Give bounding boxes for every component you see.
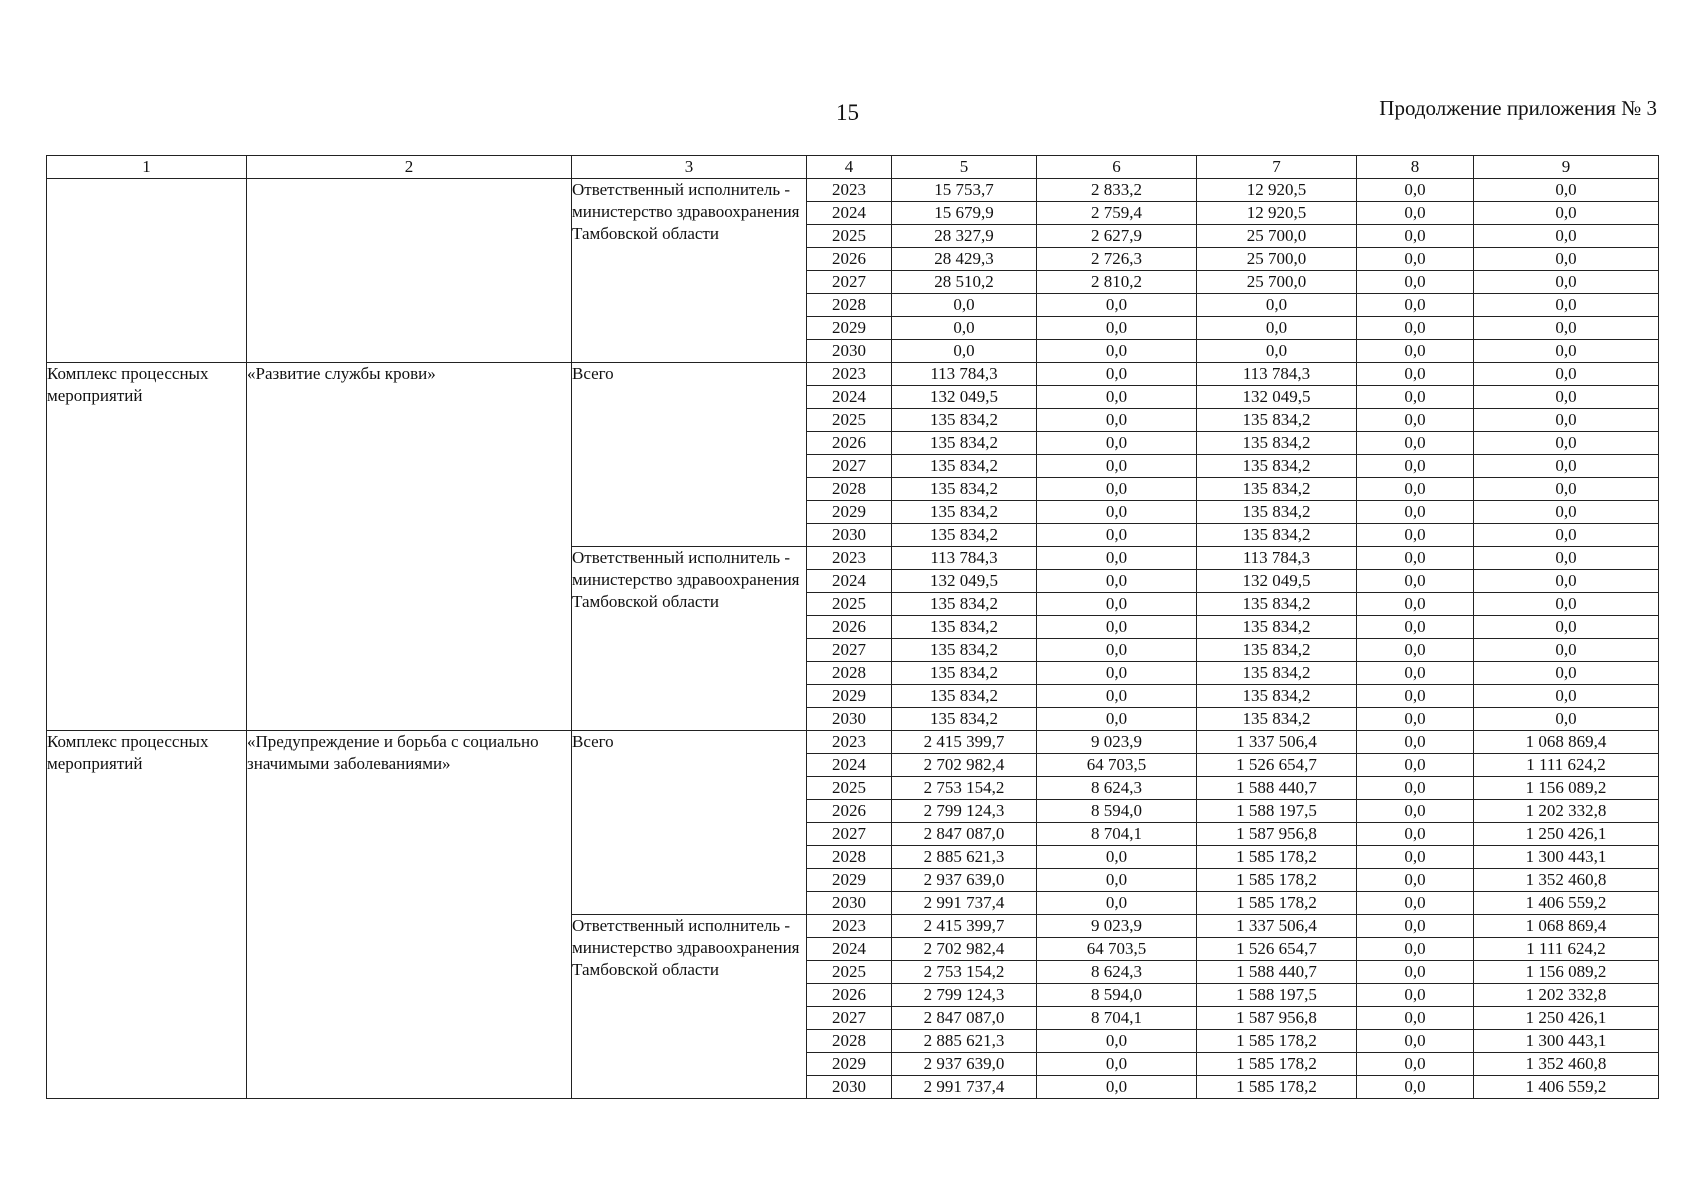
federal-cell: 0,0 [1037, 662, 1197, 685]
year-cell: 2028 [807, 662, 892, 685]
total-cell: 2 847 087,0 [892, 1007, 1037, 1030]
year-cell: 2027 [807, 455, 892, 478]
federal-cell: 8 704,1 [1037, 823, 1197, 846]
total-cell: 135 834,2 [892, 409, 1037, 432]
local-cell: 0,0 [1357, 892, 1474, 915]
regional-cell: 135 834,2 [1197, 432, 1357, 455]
year-cell: 2026 [807, 616, 892, 639]
total-cell: 28 429,3 [892, 248, 1037, 271]
regional-cell: 1 587 956,8 [1197, 823, 1357, 846]
header-cell: 8 [1357, 156, 1474, 179]
year-cell: 2029 [807, 1053, 892, 1076]
extrabudget-cell: 0,0 [1474, 225, 1659, 248]
total-cell: 15 679,9 [892, 202, 1037, 225]
regional-cell: 0,0 [1197, 294, 1357, 317]
local-cell: 0,0 [1357, 938, 1474, 961]
extrabudget-cell: 1 202 332,8 [1474, 984, 1659, 1007]
local-cell: 0,0 [1357, 524, 1474, 547]
federal-cell: 2 627,9 [1037, 225, 1197, 248]
federal-cell: 8 594,0 [1037, 984, 1197, 1007]
extrabudget-cell: 1 250 426,1 [1474, 823, 1659, 846]
extrabudget-cell: 0,0 [1474, 340, 1659, 363]
year-cell: 2024 [807, 938, 892, 961]
total-cell: 2 415 399,7 [892, 915, 1037, 938]
federal-cell: 0,0 [1037, 340, 1197, 363]
year-cell: 2024 [807, 754, 892, 777]
regional-cell: 113 784,3 [1197, 363, 1357, 386]
header-cell: 2 [247, 156, 572, 179]
extrabudget-cell: 0,0 [1474, 363, 1659, 386]
table-body [47, 179, 1659, 1099]
regional-cell: 1 337 506,4 [1197, 915, 1357, 938]
extrabudget-cell: 1 068 869,4 [1474, 731, 1659, 754]
header-cell: 4 [807, 156, 892, 179]
year-cell: 2030 [807, 708, 892, 731]
section-label-cell: Всего [572, 731, 807, 915]
federal-cell: 0,0 [1037, 294, 1197, 317]
local-cell: 0,0 [1357, 961, 1474, 984]
total-cell: 0,0 [892, 294, 1037, 317]
year-cell: 2024 [807, 386, 892, 409]
federal-cell: 0,0 [1037, 363, 1197, 386]
federal-cell: 0,0 [1037, 570, 1197, 593]
regional-cell: 25 700,0 [1197, 271, 1357, 294]
regional-cell: 1 585 178,2 [1197, 1053, 1357, 1076]
federal-cell: 2 833,2 [1037, 179, 1197, 202]
year-cell: 2030 [807, 1076, 892, 1099]
federal-cell: 0,0 [1037, 1030, 1197, 1053]
total-cell: 135 834,2 [892, 662, 1037, 685]
federal-cell: 9 023,9 [1037, 731, 1197, 754]
extrabudget-cell: 1 352 460,8 [1474, 869, 1659, 892]
year-cell: 2029 [807, 685, 892, 708]
total-cell: 135 834,2 [892, 501, 1037, 524]
federal-cell: 0,0 [1037, 386, 1197, 409]
regional-cell: 12 920,5 [1197, 179, 1357, 202]
federal-cell: 0,0 [1037, 616, 1197, 639]
regional-cell: 1 585 178,2 [1197, 892, 1357, 915]
extrabudget-cell: 1 156 089,2 [1474, 961, 1659, 984]
extrabudget-cell: 0,0 [1474, 501, 1659, 524]
total-cell: 2 847 087,0 [892, 823, 1037, 846]
extrabudget-cell: 0,0 [1474, 593, 1659, 616]
local-cell: 0,0 [1357, 340, 1474, 363]
year-cell: 2027 [807, 823, 892, 846]
total-cell: 15 753,7 [892, 179, 1037, 202]
local-cell: 0,0 [1357, 501, 1474, 524]
table-row [47, 731, 1659, 754]
total-cell: 135 834,2 [892, 616, 1037, 639]
extrabudget-cell: 0,0 [1474, 179, 1659, 202]
local-cell: 0,0 [1357, 179, 1474, 202]
total-cell: 132 049,5 [892, 570, 1037, 593]
extrabudget-cell: 0,0 [1474, 570, 1659, 593]
year-cell: 2028 [807, 478, 892, 501]
extrabudget-cell: 0,0 [1474, 294, 1659, 317]
federal-cell: 8 594,0 [1037, 800, 1197, 823]
total-cell: 135 834,2 [892, 593, 1037, 616]
federal-cell: 0,0 [1037, 593, 1197, 616]
federal-cell: 0,0 [1037, 639, 1197, 662]
year-cell: 2028 [807, 1030, 892, 1053]
page-number: 15 [836, 100, 859, 125]
extrabudget-cell: 0,0 [1474, 248, 1659, 271]
local-cell: 0,0 [1357, 1053, 1474, 1076]
federal-cell: 8 624,3 [1037, 777, 1197, 800]
year-cell: 2023 [807, 179, 892, 202]
local-cell: 0,0 [1357, 984, 1474, 1007]
year-cell: 2024 [807, 202, 892, 225]
total-cell: 0,0 [892, 317, 1037, 340]
federal-cell: 0,0 [1037, 409, 1197, 432]
extrabudget-cell: 0,0 [1474, 432, 1659, 455]
year-cell: 2029 [807, 869, 892, 892]
year-cell: 2025 [807, 409, 892, 432]
federal-cell: 0,0 [1037, 455, 1197, 478]
regional-cell: 1 526 654,7 [1197, 754, 1357, 777]
total-cell: 2 937 639,0 [892, 1053, 1037, 1076]
table-row [47, 363, 1659, 386]
measure-type-cell: Комплекс процессных мероприятий [47, 731, 247, 1099]
extrabudget-cell: 1 156 089,2 [1474, 777, 1659, 800]
regional-cell: 135 834,2 [1197, 593, 1357, 616]
regional-cell: 135 834,2 [1197, 639, 1357, 662]
total-cell: 2 937 639,0 [892, 869, 1037, 892]
page-caption: Продолжение приложения № 3 [1379, 96, 1657, 120]
extrabudget-cell: 0,0 [1474, 639, 1659, 662]
extrabudget-cell: 0,0 [1474, 478, 1659, 501]
regional-cell: 1 526 654,7 [1197, 938, 1357, 961]
regional-cell: 1 587 956,8 [1197, 1007, 1357, 1030]
total-cell: 113 784,3 [892, 547, 1037, 570]
year-cell: 2024 [807, 570, 892, 593]
regional-cell: 135 834,2 [1197, 501, 1357, 524]
regional-cell: 1 585 178,2 [1197, 869, 1357, 892]
regional-cell: 135 834,2 [1197, 524, 1357, 547]
total-cell: 135 834,2 [892, 455, 1037, 478]
extrabudget-cell: 0,0 [1474, 662, 1659, 685]
year-cell: 2023 [807, 915, 892, 938]
regional-cell: 113 784,3 [1197, 547, 1357, 570]
local-cell: 0,0 [1357, 1030, 1474, 1053]
local-cell: 0,0 [1357, 823, 1474, 846]
local-cell: 0,0 [1357, 317, 1474, 340]
federal-cell: 0,0 [1037, 478, 1197, 501]
local-cell: 0,0 [1357, 685, 1474, 708]
header-cell: 9 [1474, 156, 1659, 179]
local-cell: 0,0 [1357, 754, 1474, 777]
extrabudget-cell: 0,0 [1474, 317, 1659, 340]
total-cell: 2 991 737,4 [892, 892, 1037, 915]
total-cell: 2 991 737,4 [892, 1076, 1037, 1099]
extrabudget-cell: 0,0 [1474, 202, 1659, 225]
measure-type-cell: Комплекс процессных мероприятий [47, 363, 247, 731]
regional-cell: 1 588 197,5 [1197, 984, 1357, 1007]
year-cell: 2025 [807, 225, 892, 248]
total-cell: 2 885 621,3 [892, 846, 1037, 869]
local-cell: 0,0 [1357, 777, 1474, 800]
local-cell: 0,0 [1357, 869, 1474, 892]
federal-cell: 2 810,2 [1037, 271, 1197, 294]
federal-cell: 9 023,9 [1037, 915, 1197, 938]
federal-cell: 0,0 [1037, 501, 1197, 524]
total-cell: 132 049,5 [892, 386, 1037, 409]
extrabudget-cell: 1 406 559,2 [1474, 892, 1659, 915]
federal-cell: 0,0 [1037, 432, 1197, 455]
extrabudget-cell: 1 111 624,2 [1474, 938, 1659, 961]
section-label-cell: Ответственный исполнитель - министерство здравоохранения Тамбовской области [572, 179, 807, 363]
local-cell: 0,0 [1357, 363, 1474, 386]
regional-cell: 1 585 178,2 [1197, 1030, 1357, 1053]
federal-cell: 0,0 [1037, 1053, 1197, 1076]
federal-cell: 8 624,3 [1037, 961, 1197, 984]
local-cell: 0,0 [1357, 1007, 1474, 1030]
year-cell: 2025 [807, 593, 892, 616]
regional-cell: 135 834,2 [1197, 409, 1357, 432]
total-cell: 2 702 982,4 [892, 754, 1037, 777]
header-cell: 6 [1037, 156, 1197, 179]
local-cell: 0,0 [1357, 616, 1474, 639]
local-cell: 0,0 [1357, 662, 1474, 685]
total-cell: 113 784,3 [892, 363, 1037, 386]
year-cell: 2026 [807, 800, 892, 823]
year-cell: 2026 [807, 432, 892, 455]
federal-cell: 0,0 [1037, 547, 1197, 570]
regional-cell: 0,0 [1197, 340, 1357, 363]
total-cell: 2 753 154,2 [892, 961, 1037, 984]
header-cell: 7 [1197, 156, 1357, 179]
total-cell: 135 834,2 [892, 432, 1037, 455]
total-cell: 0,0 [892, 340, 1037, 363]
measure-type-cell [47, 179, 247, 363]
year-cell: 2030 [807, 892, 892, 915]
year-cell: 2029 [807, 317, 892, 340]
federal-cell: 0,0 [1037, 869, 1197, 892]
total-cell: 2 702 982,4 [892, 938, 1037, 961]
header-cell: 1 [47, 156, 247, 179]
local-cell: 0,0 [1357, 386, 1474, 409]
total-cell: 135 834,2 [892, 524, 1037, 547]
regional-cell: 135 834,2 [1197, 708, 1357, 731]
regional-cell: 1 585 178,2 [1197, 1076, 1357, 1099]
local-cell: 0,0 [1357, 478, 1474, 501]
local-cell: 0,0 [1357, 547, 1474, 570]
federal-cell: 0,0 [1037, 317, 1197, 340]
local-cell: 0,0 [1357, 248, 1474, 271]
year-cell: 2028 [807, 294, 892, 317]
regional-cell: 1 588 440,7 [1197, 777, 1357, 800]
year-cell: 2028 [807, 846, 892, 869]
local-cell: 0,0 [1357, 225, 1474, 248]
federal-cell: 0,0 [1037, 524, 1197, 547]
section-label-cell: Всего [572, 363, 807, 547]
local-cell: 0,0 [1357, 800, 1474, 823]
regional-cell: 135 834,2 [1197, 616, 1357, 639]
extrabudget-cell: 1 068 869,4 [1474, 915, 1659, 938]
extrabudget-cell: 1 111 624,2 [1474, 754, 1659, 777]
total-cell: 2 885 621,3 [892, 1030, 1037, 1053]
year-cell: 2027 [807, 271, 892, 294]
table-row [47, 179, 1659, 202]
local-cell: 0,0 [1357, 455, 1474, 478]
total-cell: 2 753 154,2 [892, 777, 1037, 800]
header-cell: 3 [572, 156, 807, 179]
extrabudget-cell: 1 250 426,1 [1474, 1007, 1659, 1030]
year-cell: 2025 [807, 961, 892, 984]
year-cell: 2030 [807, 524, 892, 547]
total-cell: 2 799 124,3 [892, 800, 1037, 823]
section-label-cell: Ответственный исполнитель - министерство здравоохранения Тамбовской области [572, 915, 807, 1099]
measure-name-cell: «Предупреждение и борьба с социально значимыми заболеваниями» [247, 731, 572, 1099]
extrabudget-cell: 0,0 [1474, 455, 1659, 478]
total-cell: 135 834,2 [892, 478, 1037, 501]
extrabudget-cell: 0,0 [1474, 708, 1659, 731]
year-cell: 2025 [807, 777, 892, 800]
total-cell: 2 799 124,3 [892, 984, 1037, 1007]
regional-cell: 135 834,2 [1197, 478, 1357, 501]
local-cell: 0,0 [1357, 846, 1474, 869]
extrabudget-cell: 1 352 460,8 [1474, 1053, 1659, 1076]
local-cell: 0,0 [1357, 708, 1474, 731]
local-cell: 0,0 [1357, 593, 1474, 616]
extrabudget-cell: 1 406 559,2 [1474, 1076, 1659, 1099]
year-cell: 2023 [807, 363, 892, 386]
extrabudget-cell: 0,0 [1474, 386, 1659, 409]
regional-cell: 132 049,5 [1197, 570, 1357, 593]
local-cell: 0,0 [1357, 202, 1474, 225]
total-cell: 135 834,2 [892, 685, 1037, 708]
extrabudget-cell: 1 202 332,8 [1474, 800, 1659, 823]
local-cell: 0,0 [1357, 915, 1474, 938]
year-cell: 2023 [807, 547, 892, 570]
total-cell: 135 834,2 [892, 639, 1037, 662]
extrabudget-cell: 0,0 [1474, 524, 1659, 547]
federal-cell: 8 704,1 [1037, 1007, 1197, 1030]
regional-cell: 135 834,2 [1197, 662, 1357, 685]
total-cell: 135 834,2 [892, 708, 1037, 731]
year-cell: 2027 [807, 1007, 892, 1030]
extrabudget-cell: 1 300 443,1 [1474, 846, 1659, 869]
section-label-cell: Ответственный исполнитель - министерство здравоохранения Тамбовской области [572, 547, 807, 731]
total-cell: 2 415 399,7 [892, 731, 1037, 754]
regional-cell: 12 920,5 [1197, 202, 1357, 225]
year-cell: 2030 [807, 340, 892, 363]
regional-cell: 1 588 440,7 [1197, 961, 1357, 984]
regional-cell: 135 834,2 [1197, 685, 1357, 708]
local-cell: 0,0 [1357, 432, 1474, 455]
local-cell: 0,0 [1357, 294, 1474, 317]
regional-cell: 132 049,5 [1197, 386, 1357, 409]
federal-cell: 0,0 [1037, 892, 1197, 915]
federal-cell: 64 703,5 [1037, 754, 1197, 777]
extrabudget-cell: 0,0 [1474, 547, 1659, 570]
federal-cell: 2 726,3 [1037, 248, 1197, 271]
year-cell: 2027 [807, 639, 892, 662]
total-cell: 28 327,9 [892, 225, 1037, 248]
header-row [47, 156, 1659, 179]
extrabudget-cell: 0,0 [1474, 271, 1659, 294]
federal-cell: 0,0 [1037, 708, 1197, 731]
regional-cell: 1 585 178,2 [1197, 846, 1357, 869]
total-cell: 28 510,2 [892, 271, 1037, 294]
local-cell: 0,0 [1357, 639, 1474, 662]
regional-cell: 1 337 506,4 [1197, 731, 1357, 754]
year-cell: 2026 [807, 984, 892, 1007]
local-cell: 0,0 [1357, 1076, 1474, 1099]
local-cell: 0,0 [1357, 271, 1474, 294]
federal-cell: 64 703,5 [1037, 938, 1197, 961]
year-cell: 2023 [807, 731, 892, 754]
year-cell: 2026 [807, 248, 892, 271]
measure-name-cell: «Развитие службы крови» [247, 363, 572, 731]
extrabudget-cell: 0,0 [1474, 616, 1659, 639]
regional-cell: 0,0 [1197, 317, 1357, 340]
regional-cell: 135 834,2 [1197, 455, 1357, 478]
local-cell: 0,0 [1357, 731, 1474, 754]
measure-name-cell [247, 179, 572, 363]
extrabudget-cell: 0,0 [1474, 685, 1659, 708]
regional-cell: 25 700,0 [1197, 225, 1357, 248]
regional-cell: 1 588 197,5 [1197, 800, 1357, 823]
header-cell: 5 [892, 156, 1037, 179]
extrabudget-cell: 1 300 443,1 [1474, 1030, 1659, 1053]
year-cell: 2029 [807, 501, 892, 524]
funding-table [46, 155, 1659, 1099]
local-cell: 0,0 [1357, 409, 1474, 432]
federal-cell: 2 759,4 [1037, 202, 1197, 225]
extrabudget-cell: 0,0 [1474, 409, 1659, 432]
federal-cell: 0,0 [1037, 1076, 1197, 1099]
regional-cell: 25 700,0 [1197, 248, 1357, 271]
local-cell: 0,0 [1357, 570, 1474, 593]
federal-cell: 0,0 [1037, 685, 1197, 708]
federal-cell: 0,0 [1037, 846, 1197, 869]
